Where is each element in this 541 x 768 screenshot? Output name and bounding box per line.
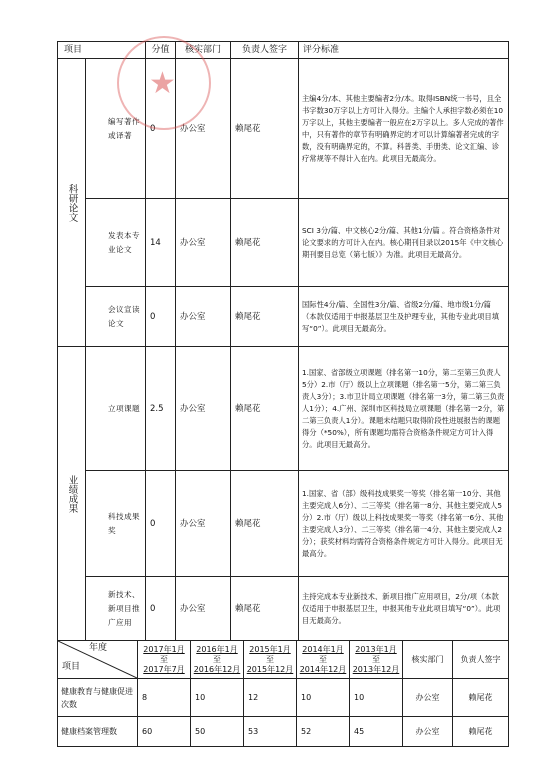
cell-value: 53 — [244, 717, 297, 747]
header-score: 分值 — [146, 42, 176, 59]
dept-header: 核实部门 — [403, 641, 453, 679]
cell-value: 60 — [138, 717, 191, 747]
item-label: 发表本专业论文 — [86, 199, 146, 287]
standard-text: 1.国家、省部级立项课题（排名第一10分，第二至第三负责人5分）2.市（厅）级以上立项课题（排名第一5分，第二第三负责人3分）；3.市卫计局立项课题（排名第一3分，第二第三负责人1分）；4.广州、深圳市区科技局立项课题（排名第一2分，第二第三负责人1分）。课题未结题只取得阶段性进展报告的课题得分（*50%），所有课题均需符合资格条件规定方可计入得分。此项目无最高分。 — [299, 347, 509, 471]
table-row — [58, 59, 509, 199]
row-label: 健康档案管理数 — [58, 717, 138, 747]
sign-header: 负责人签字 — [453, 641, 509, 679]
dept-value: 办公室 — [176, 59, 231, 199]
dept-value: 办公室 — [176, 199, 231, 287]
item-label: 科技成果奖 — [86, 471, 146, 577]
evaluation-sheet — [57, 41, 508, 747]
cell-value: 8 — [138, 679, 191, 717]
yearly-table — [57, 640, 509, 747]
yearly-header-row — [58, 641, 509, 679]
cell-value: 45 — [350, 717, 403, 747]
header-standard: 评分标准 — [299, 42, 509, 59]
cell-value: 10 — [350, 679, 403, 717]
dept-value: 办公室 — [176, 287, 231, 347]
header-sign: 负责人签字 — [231, 42, 299, 59]
dept-value: 办公室 — [176, 577, 231, 641]
dept-value: 办公室 — [403, 717, 453, 747]
year-col: 2013年1月 至 2013年12月 — [350, 641, 403, 679]
dept-value: 办公室 — [176, 347, 231, 471]
standard-text: 1.国家、省（部）级科技成果奖一等奖（排名第一10分、其他主要完成人6分）、二三等奖（排名第一8分、其他主要完成人5分）2.市（厅）级以上科技成果奖一等奖（排名第一6分、其他主要完成人3分）、二三等奖（排名第一4分、其他主要完成人2分）；获奖材料均需符合资格条件规定方可计入得分。此项目无最高分。 — [299, 471, 509, 577]
signature: 赖尾花 — [231, 287, 299, 347]
scoring-table — [57, 41, 509, 641]
standard-text: 主编4分/本、其他主要编者2分/本。取得ISBN统一书号，且全书字数30万字以上方可计入得分。主编个人承担字数必须在10万字以上，其他主要编者一般应在2万字以上。多人完成的著作中，只有著作的章节有明确界定的才可以计算编著者完成的字数，没有明确界定的，不算。科普类、手册类、论文汇编、诊疗常规等不得计入在内。此项目无最高分。 — [299, 59, 509, 199]
signature: 赖尾花 — [231, 199, 299, 287]
dept-value: 办公室 — [176, 471, 231, 577]
item-label: 编写著作或译著 — [86, 59, 146, 199]
score-value: 0 — [146, 59, 176, 199]
signature: 赖尾花 — [231, 347, 299, 471]
header-item: 项目 — [58, 42, 146, 59]
item-label: 新技术、新项目推广应用 — [86, 577, 146, 641]
table-row — [58, 679, 509, 717]
score-value: 2.5 — [146, 347, 176, 471]
corner-item: 项目 — [62, 662, 81, 672]
table-row — [58, 287, 509, 347]
score-value: 0 — [146, 577, 176, 641]
year-col: 2014年1月 至 2014年12月 — [297, 641, 350, 679]
header-dept: 核实部门 — [176, 42, 231, 59]
table-row — [58, 717, 509, 747]
seal-star-icon: ★ — [149, 66, 176, 101]
corner-year: 年度 — [88, 643, 107, 653]
dept-value: 办公室 — [403, 679, 453, 717]
signature: 赖尾花 — [231, 577, 299, 641]
year-col: 2017年1月 至 2017年7月 — [138, 641, 191, 679]
table-row — [58, 471, 509, 577]
signature: 赖尾花 — [453, 717, 509, 747]
year-col: 2015年1月 至 2015年12月 — [244, 641, 297, 679]
standard-text: 国际性4分/篇、全国性3分/篇、省级2分/篇、地市级1分/篇（本款仅适用于申报基层卫生及护理专业，其他专业此项目填写“0”）。此项目无最高分。 — [299, 287, 509, 347]
item-label: 立项课题 — [86, 347, 146, 471]
table-row — [58, 199, 509, 287]
score-value: 0 — [146, 287, 176, 347]
cell-value: 52 — [297, 717, 350, 747]
year-col: 2016年1月 至 2016年12月 — [191, 641, 244, 679]
score-value: 0 — [146, 471, 176, 577]
row-label: 健康教育与健康促进次数 — [58, 679, 138, 717]
score-value: 14 — [146, 199, 176, 287]
cell-value: 50 — [191, 717, 244, 747]
signature: 赖尾花 — [231, 471, 299, 577]
standard-text: SCI 3分/篇、中文核心2分/篇、其他1分/篇 。符合资格条件对论文要求的方可计入在内。核心期刊目录以2015年《中文核心期刊要目总览（第七版）》为准。此项目无最高分。 — [299, 199, 509, 287]
table-row — [58, 577, 509, 641]
corner-cell — [58, 641, 138, 679]
item-label: 会议宣读论文 — [86, 287, 146, 347]
cell-value: 12 — [244, 679, 297, 717]
table-header-row — [58, 42, 509, 59]
signature: 赖尾花 — [231, 59, 299, 199]
cell-value: 10 — [297, 679, 350, 717]
category-research: 科研论文 — [58, 59, 86, 347]
signature: 赖尾花 — [453, 679, 509, 717]
standard-text: 主持完成本专业新技术、新项目推广应用项目，2分/项（本款仅适用于申报基层卫生，申报其他专业此项目填写“0”）。此项目无最高分。 — [299, 577, 509, 641]
category-performance: 业绩成果 — [58, 347, 86, 641]
table-row — [58, 347, 509, 471]
cell-value: 10 — [191, 679, 244, 717]
